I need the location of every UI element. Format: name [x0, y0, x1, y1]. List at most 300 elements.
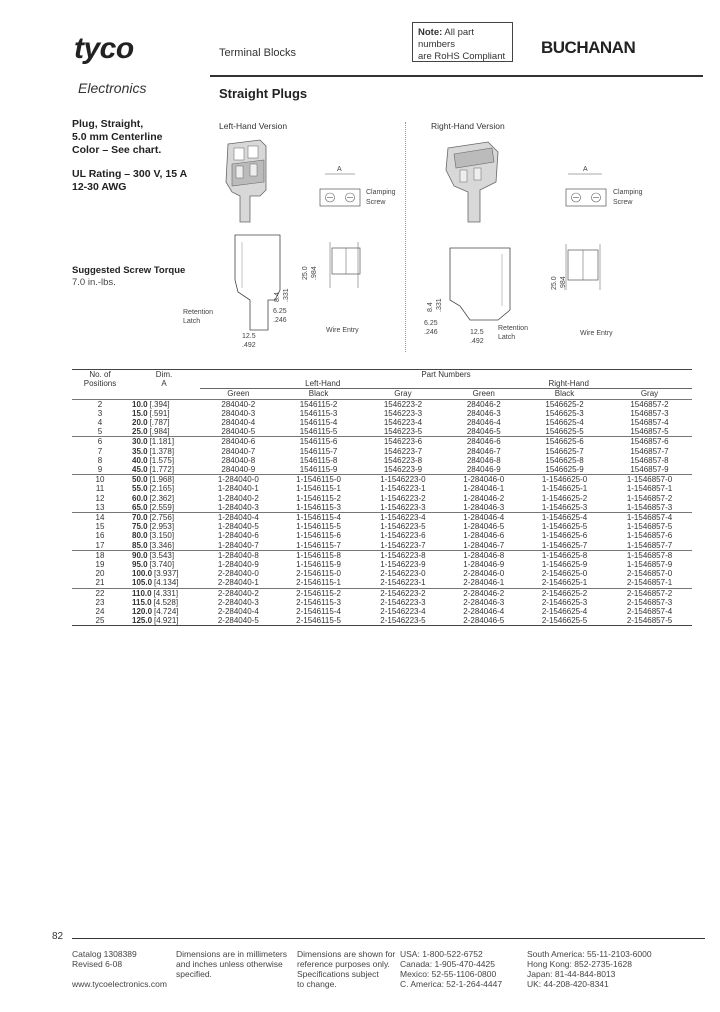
retention-label: Retention — [183, 309, 213, 316]
lh-black-cell: 1546115-7 — [299, 446, 338, 456]
dim-331-label: .331 — [436, 298, 443, 312]
dim-inch: [1.772] — [149, 465, 175, 475]
lh-gray-cell: 1-1546223-3 — [380, 502, 426, 512]
rh-green-cell: 2-284046-4 — [463, 607, 505, 617]
latch-label: Latch — [498, 334, 516, 341]
footer-line: reference purposes only. — [297, 959, 390, 969]
rh-gray-cell: 2-1546857-2 — [607, 588, 692, 598]
rh-gray-cell: 2-1546857-0 — [626, 569, 673, 579]
website-link[interactable]: www.tycoelectronics.com — [72, 979, 167, 989]
contacts-international — [527, 949, 652, 989]
rohs-note — [412, 22, 513, 62]
rh-gray-cell: 1-1546857-7 — [626, 540, 673, 550]
dim-mm: 100.0 — [132, 569, 153, 579]
positions-cell: 23 — [95, 597, 105, 607]
dim-mm: 115.0 — [132, 597, 152, 607]
rh-green-cell: 284046-8 — [466, 455, 501, 465]
lh-black-cell: 1-1546115-1 — [296, 484, 341, 494]
dim-cell — [128, 588, 200, 598]
col-positions-header-1: No. of — [72, 370, 128, 380]
table-row — [72, 494, 692, 503]
table-row — [72, 418, 692, 427]
dim-cell — [128, 437, 200, 447]
right-product-photo — [446, 142, 498, 222]
positions-cell: 5 — [97, 427, 103, 437]
dim-mm: 110.0 — [132, 588, 152, 598]
dim-mm: 35.0 — [132, 446, 148, 456]
rh-green-cell: 2-284046-1 — [463, 578, 505, 588]
rating-line: UL Rating – 300 V, 15 A — [72, 168, 188, 180]
rh-gray-cell: 1546857-3 — [630, 408, 669, 418]
col-green-header: Green — [472, 389, 495, 399]
lh-green-cell: 1-284040-0 — [200, 475, 277, 485]
dim-mm: 20.0 — [132, 418, 148, 428]
dim-cell — [128, 522, 200, 531]
spec-line: Plug, Straight, — [72, 118, 144, 130]
left-hand-header: Left-Hand — [200, 379, 445, 389]
revised-date: Revised 6-08 — [72, 959, 123, 969]
wire-entry-label: Wire Entry — [326, 327, 359, 334]
rh-gray-cell: 1546857-9 — [630, 465, 669, 475]
rh-gray-cell: 1-1546857-2 — [626, 493, 673, 503]
dim-331-label: .331 — [283, 288, 290, 302]
lh-gray-cell: 1546223-3 — [383, 408, 423, 418]
rh-green-cell: 1-284046-6 — [463, 531, 505, 541]
lh-green-cell: 2-284040-5 — [200, 616, 277, 626]
note-label: Note: — [418, 27, 443, 38]
dim-mm: 105.0 — [132, 578, 153, 588]
dim-984-label: .984 — [311, 266, 318, 280]
rh-green-cell: 2-284046-0 — [463, 569, 505, 579]
rh-black-cell: 1546625-4 — [545, 418, 584, 428]
lh-gray-cell: 1-1546223-9 — [380, 560, 426, 570]
dim-mm: 75.0 — [132, 522, 148, 532]
positions-cell: 4 — [97, 418, 103, 428]
rh-gray-cell: 1546857-8 — [630, 455, 669, 465]
lh-gray-cell: 1546223-4 — [383, 418, 423, 428]
contact-line: Mexico: 52-55-1106-0800 — [400, 969, 497, 979]
note-text-line2: are RoHS Compliant — [418, 51, 506, 62]
lh-gray-cell: 1-1546223-7 — [380, 540, 426, 550]
rh-black-cell: 1-1546625-2 — [541, 493, 588, 503]
dim-mm: 50.0 — [132, 475, 148, 485]
latch-label: Latch — [183, 318, 201, 325]
positions-cell: 10 — [72, 475, 128, 485]
spec-line: Color – See chart. — [72, 144, 162, 156]
dim-inch: [4.724] — [154, 607, 179, 617]
dim-cell — [128, 475, 200, 485]
dim-mm: 55.0 — [132, 484, 148, 494]
left-hand-diagram — [180, 130, 405, 355]
lh-green-cell: 1-284040-2 — [217, 493, 259, 503]
rh-green-cell: 284046-6 — [445, 437, 522, 447]
left-hand-version-label: Left-Hand Version — [219, 121, 288, 131]
table-row — [72, 522, 692, 531]
dim-inch: [1.575] — [149, 455, 175, 465]
table-row — [72, 560, 692, 569]
rh-gray-cell: 1-1546857-1 — [626, 484, 673, 494]
rh-black-cell: 2-1546625-3 — [541, 597, 588, 607]
footer-line: to change. — [297, 979, 337, 989]
positions-cell: 18 — [72, 550, 128, 560]
dim-cell — [128, 503, 200, 513]
table-row — [72, 447, 692, 456]
rh-green-cell: 1-284046-1 — [463, 484, 505, 494]
torque-title: Suggested Screw Torque — [72, 265, 186, 276]
wire-entry-label: Wire Entry — [580, 330, 613, 337]
rh-black-cell: 1-1546625-4 — [522, 513, 607, 523]
table-row — [72, 475, 692, 485]
lh-black-cell: 2-1546115-4 — [296, 607, 341, 617]
lh-green-cell: 1-284040-3 — [217, 502, 259, 512]
rh-green-cell: 2-284046-3 — [463, 597, 505, 607]
lh-gray-cell: 1546223-9 — [383, 465, 423, 475]
lh-green-cell: 2-284040-4 — [217, 607, 259, 617]
positions-cell: 13 — [95, 502, 105, 512]
dim-25-label: 25.0 — [551, 276, 558, 290]
brand-logo-subtitle: Electronics — [78, 80, 147, 96]
dim-246-label: .246 — [424, 329, 438, 336]
dim-inch: [.591] — [149, 408, 170, 418]
ul-rating — [72, 168, 187, 194]
table-row — [72, 456, 692, 465]
lh-green-cell: 284040-2 — [200, 399, 277, 409]
lh-black-cell: 2-1546115-1 — [296, 578, 341, 588]
lh-black-cell: 1-1546115-7 — [296, 540, 341, 550]
dim-a-label: A — [337, 166, 342, 173]
col-black-header: Black — [308, 389, 329, 399]
lh-green-cell: 284040-5 — [221, 427, 256, 437]
positions-cell: 2 — [72, 399, 128, 409]
positions-cell: 16 — [95, 531, 105, 541]
footer-line: specified. — [176, 969, 212, 979]
dim-125-label: 12.5 — [470, 329, 484, 336]
table-row — [72, 399, 692, 409]
dim-mm: 85.0 — [132, 540, 148, 550]
dim-cell — [128, 447, 200, 456]
dim-mm: 40.0 — [132, 455, 148, 465]
dim-cell — [128, 578, 200, 588]
table-row — [72, 541, 692, 551]
dim-cell — [128, 513, 200, 523]
lh-black-cell: 1546115-3 — [299, 408, 338, 418]
dim-cell — [128, 456, 200, 465]
table-row — [72, 616, 692, 626]
footer-line: Dimensions are in millimeters — [176, 949, 288, 959]
dim-mm: 15.0 — [132, 408, 148, 418]
lh-black-cell: 1-1546115-0 — [277, 475, 361, 485]
lh-green-cell: 284040-7 — [221, 446, 256, 456]
buchanan-brand: BUCHANAN — [541, 38, 636, 57]
dim-mm: 60.0 — [132, 493, 148, 503]
dim-cell — [128, 399, 200, 409]
rh-green-cell: 1-284046-8 — [445, 550, 522, 560]
lh-gray-cell: 1-1546223-1 — [380, 484, 426, 494]
lh-green-cell: 2-284040-1 — [217, 578, 259, 588]
dim-inch: [2.953] — [149, 522, 175, 532]
lh-green-cell: 1-284040-1 — [217, 484, 259, 494]
lh-black-cell: 1546115-2 — [277, 399, 361, 409]
table-row — [72, 607, 692, 616]
rh-black-cell: 2-1546625-0 — [541, 569, 588, 579]
lh-green-cell: 1-284040-6 — [217, 531, 259, 541]
footer-line: and inches unless otherwise — [176, 959, 283, 969]
dim-inch: [3.346] — [149, 540, 175, 550]
footer-rule — [72, 938, 705, 939]
dim-mm: 90.0 — [132, 550, 148, 560]
rh-gray-cell: 2-1546857-4 — [626, 607, 673, 617]
torque-value: 7.0 in.-lbs. — [72, 277, 116, 288]
rh-green-cell: 284046-9 — [466, 465, 501, 475]
dim-cell — [128, 569, 200, 578]
header-rule — [210, 75, 703, 77]
lh-gray-cell: 1546223-8 — [383, 455, 423, 465]
positions-cell: 3 — [97, 408, 103, 418]
dim-inch: [.394] — [149, 399, 170, 409]
rh-gray-cell: 1-1546857-4 — [607, 513, 692, 523]
rh-gray-cell: 1546857-5 — [630, 427, 669, 437]
dim-cell — [128, 427, 200, 437]
positions-cell: 17 — [95, 540, 105, 550]
dim-mm: 120.0 — [132, 607, 153, 617]
lh-green-cell: 1-284040-4 — [200, 513, 277, 523]
right-hand-version-label: Right-Hand Version — [431, 121, 505, 131]
rh-gray-cell: 1-1546857-6 — [626, 531, 673, 541]
lh-green-cell: 284040-3 — [221, 408, 256, 418]
lh-black-cell: 1-1546115-8 — [277, 550, 361, 560]
lh-green-cell: 1-284040-8 — [200, 550, 277, 560]
rh-green-cell: 1-284046-9 — [463, 560, 505, 570]
dim-25-label: 25.0 — [302, 266, 309, 280]
rh-black-cell: 1-1546625-1 — [541, 484, 588, 494]
rh-green-cell: 1-284046-5 — [463, 522, 505, 532]
right-hand-diagram — [410, 130, 650, 355]
table-row — [72, 550, 692, 560]
lh-gray-cell: 1-1546223-8 — [360, 550, 445, 560]
lh-gray-cell: 2-1546223-5 — [360, 616, 445, 626]
lh-gray-cell: 1-1546223-4 — [360, 513, 445, 523]
rh-black-cell: 1-1546625-9 — [541, 560, 588, 570]
dim-cell — [128, 494, 200, 503]
rh-gray-cell: 1-1546857-9 — [626, 560, 673, 570]
lh-green-cell: 284040-8 — [221, 455, 256, 465]
rh-black-cell: 1546625-3 — [545, 408, 584, 418]
dim-cell — [128, 541, 200, 551]
dim-125-label: 12.5 — [242, 333, 256, 340]
table-row — [72, 569, 692, 578]
contact-line: Hong Kong: 852-2735-1628 — [527, 959, 632, 969]
lh-black-cell: 1-1546115-6 — [296, 531, 341, 541]
right-side-view — [450, 244, 600, 320]
lh-black-cell: 1-1546115-2 — [296, 493, 341, 503]
dim-cell — [128, 531, 200, 540]
rh-black-cell: 1546625-5 — [545, 427, 584, 437]
lh-green-cell: 1-284040-5 — [217, 522, 259, 532]
spec-line: 5.0 mm Centerline — [72, 131, 163, 143]
lh-black-cell: 1546115-4 — [299, 418, 338, 428]
dim-cell — [128, 560, 200, 569]
contact-line: UK: 44-208-420-8341 — [527, 979, 609, 989]
dim-inch: [.984] — [149, 427, 170, 437]
col-black-header: Black — [554, 389, 575, 399]
contact-line: Japan: 81-44-844-8013 — [527, 969, 616, 979]
dim-inch: [1.968] — [149, 475, 175, 485]
lh-gray-cell: 2-1546223-3 — [380, 597, 426, 607]
col-gray-header: Gray — [640, 389, 659, 399]
table-row — [72, 427, 692, 437]
lh-black-cell: 1-1546115-3 — [296, 502, 341, 512]
dim-984-label: .984 — [560, 276, 567, 290]
catalog-number: Catalog 1308389 — [72, 949, 137, 959]
positions-cell: 15 — [95, 522, 105, 532]
rh-green-cell: 284046-5 — [466, 427, 501, 437]
dim-inch: [3.150] — [149, 531, 175, 541]
positions-cell: 24 — [95, 607, 105, 617]
rh-black-cell: 1-1546625-6 — [541, 531, 588, 541]
rh-gray-cell: 1-1546857-3 — [626, 502, 673, 512]
rh-gray-cell: 1546857-2 — [607, 399, 692, 409]
dim-mm: 30.0 — [132, 437, 148, 447]
positions-cell: 22 — [72, 588, 128, 598]
positions-cell: 7 — [97, 446, 103, 456]
rh-black-cell: 2-1546625-2 — [522, 588, 607, 598]
lh-gray-cell: 1546223-6 — [360, 437, 445, 447]
lh-gray-cell: 1-1546223-5 — [380, 522, 426, 532]
dim-cell — [128, 616, 200, 626]
rh-black-cell: 1546625-9 — [545, 465, 584, 475]
lh-black-cell: 2-1546115-3 — [296, 597, 341, 607]
catalog-info — [72, 949, 137, 969]
rh-black-cell: 1546625-8 — [545, 455, 584, 465]
table-row — [72, 588, 692, 598]
dim-492-label: .492 — [470, 338, 484, 345]
dim-inch: [3.740] — [149, 560, 175, 570]
dim-84-label: 8.4 — [427, 302, 434, 312]
rh-green-cell: 2-284046-5 — [445, 616, 522, 626]
rh-black-cell: 1546625-6 — [522, 437, 607, 447]
part-numbers-header: Part Numbers — [200, 370, 692, 380]
lh-green-cell: 284040-9 — [221, 465, 256, 475]
rh-black-cell: 1-1546625-3 — [541, 502, 588, 512]
rating-line: 12-30 AWG — [72, 181, 127, 193]
dim-cell — [128, 484, 200, 493]
lh-black-cell: 1-1546115-9 — [296, 560, 341, 570]
dim-84-label: 8.4 — [274, 292, 281, 302]
dim-mm: 45.0 — [132, 465, 148, 475]
dim-625-label: 6.25 — [424, 320, 438, 327]
lh-gray-cell: 2-1546223-2 — [360, 588, 445, 598]
rh-black-cell: 1546625-7 — [545, 446, 584, 456]
rh-gray-cell: 2-1546857-3 — [626, 597, 673, 607]
contacts-americas — [400, 949, 502, 989]
dim-inch: [4.528] — [153, 597, 179, 607]
dim-inch: [1.378] — [149, 446, 175, 456]
rh-black-cell: 1-1546625-0 — [522, 475, 607, 485]
dimensions-note — [176, 949, 287, 979]
footer-line: Dimensions are shown for — [297, 949, 396, 959]
col-green-header: Green — [227, 389, 250, 399]
table-row — [72, 409, 692, 418]
col-dim-header-1: Dim. — [128, 370, 200, 380]
lh-gray-cell: 2-1546223-1 — [380, 578, 426, 588]
rh-green-cell: 1-284046-0 — [445, 475, 522, 485]
rh-black-cell: 1-1546625-8 — [522, 550, 607, 560]
contact-line: C. America: 52-1-264-4447 — [400, 979, 503, 989]
dim-mm: 125.0 — [132, 616, 153, 626]
dim-cell — [128, 409, 200, 418]
positions-cell: 14 — [72, 513, 128, 523]
rh-gray-cell: 1546857-7 — [630, 446, 669, 456]
dim-cell — [128, 465, 200, 475]
product-spec — [72, 118, 162, 157]
rh-gray-cell: 2-1546857-1 — [626, 578, 673, 588]
dim-inch: [2.362] — [149, 493, 175, 503]
dim-inch: [2.756] — [149, 513, 175, 523]
positions-cell: 11 — [95, 484, 105, 494]
rh-green-cell: 1-284046-2 — [463, 493, 505, 503]
lh-black-cell: 2-1546115-2 — [277, 588, 361, 598]
positions-cell: 6 — [72, 437, 128, 447]
rh-green-cell: 284046-4 — [466, 418, 501, 428]
dim-inch: [1.181] — [149, 437, 175, 447]
contact-line: Canada: 1-905-470-4425 — [400, 959, 495, 969]
lh-black-cell: 1546115-8 — [299, 455, 338, 465]
clamping-label: Clamping — [366, 189, 396, 196]
lh-gray-cell: 1-1546223-6 — [380, 531, 426, 541]
page-title: Straight Plugs — [219, 86, 308, 101]
dim-mm: 70.0 — [132, 513, 148, 523]
dim-inch: [4.134] — [154, 578, 179, 588]
col-dim-header-2: A — [161, 379, 167, 389]
left-product-photo — [226, 140, 266, 222]
rh-green-cell: 1-284046-3 — [463, 502, 505, 512]
lh-green-cell: 284040-4 — [221, 418, 256, 428]
dim-cell — [128, 550, 200, 560]
table-row — [72, 465, 692, 475]
lh-green-cell: 2-284040-3 — [217, 597, 259, 607]
rh-gray-cell: 1-1546857-5 — [626, 522, 673, 532]
footer-line: Specifications subject — [297, 969, 379, 979]
dim-mm: 10.0 — [132, 399, 148, 409]
rh-black-cell: 1-1546625-5 — [541, 522, 588, 532]
col-gray-header: Gray — [394, 389, 412, 399]
dim-mm: 25.0 — [132, 427, 148, 437]
lh-black-cell: 1546115-9 — [299, 465, 338, 475]
contact-line: South America: 55-11-2103-6000 — [527, 949, 652, 959]
lh-gray-cell: 1546223-7 — [383, 446, 423, 456]
rh-gray-cell: 1-1546857-8 — [607, 550, 692, 560]
table-row — [72, 503, 692, 513]
dim-a-label: A — [583, 166, 588, 173]
positions-cell: 20 — [95, 569, 105, 579]
dim-mm: 65.0 — [132, 502, 148, 512]
rh-black-cell: 1-1546625-7 — [541, 540, 588, 550]
table-row — [72, 484, 692, 493]
rh-green-cell: 284046-2 — [445, 399, 522, 409]
lh-gray-cell: 1-1546223-0 — [360, 475, 445, 485]
dim-inch: [2.559] — [149, 502, 175, 512]
lh-black-cell: 1546115-6 — [277, 437, 361, 447]
part-numbers-table — [72, 369, 692, 626]
contact-line: USA: 1-800-522-6752 — [400, 949, 483, 959]
lh-green-cell: 1-284040-9 — [217, 560, 259, 570]
table-row — [72, 513, 692, 523]
dim-246-label: .246 — [273, 317, 287, 324]
dim-inch: [2.165] — [149, 484, 175, 494]
dim-mm: 80.0 — [132, 531, 148, 541]
rh-black-cell: 2-1546625-5 — [522, 616, 607, 626]
lh-green-cell: 2-284040-0 — [217, 569, 259, 579]
